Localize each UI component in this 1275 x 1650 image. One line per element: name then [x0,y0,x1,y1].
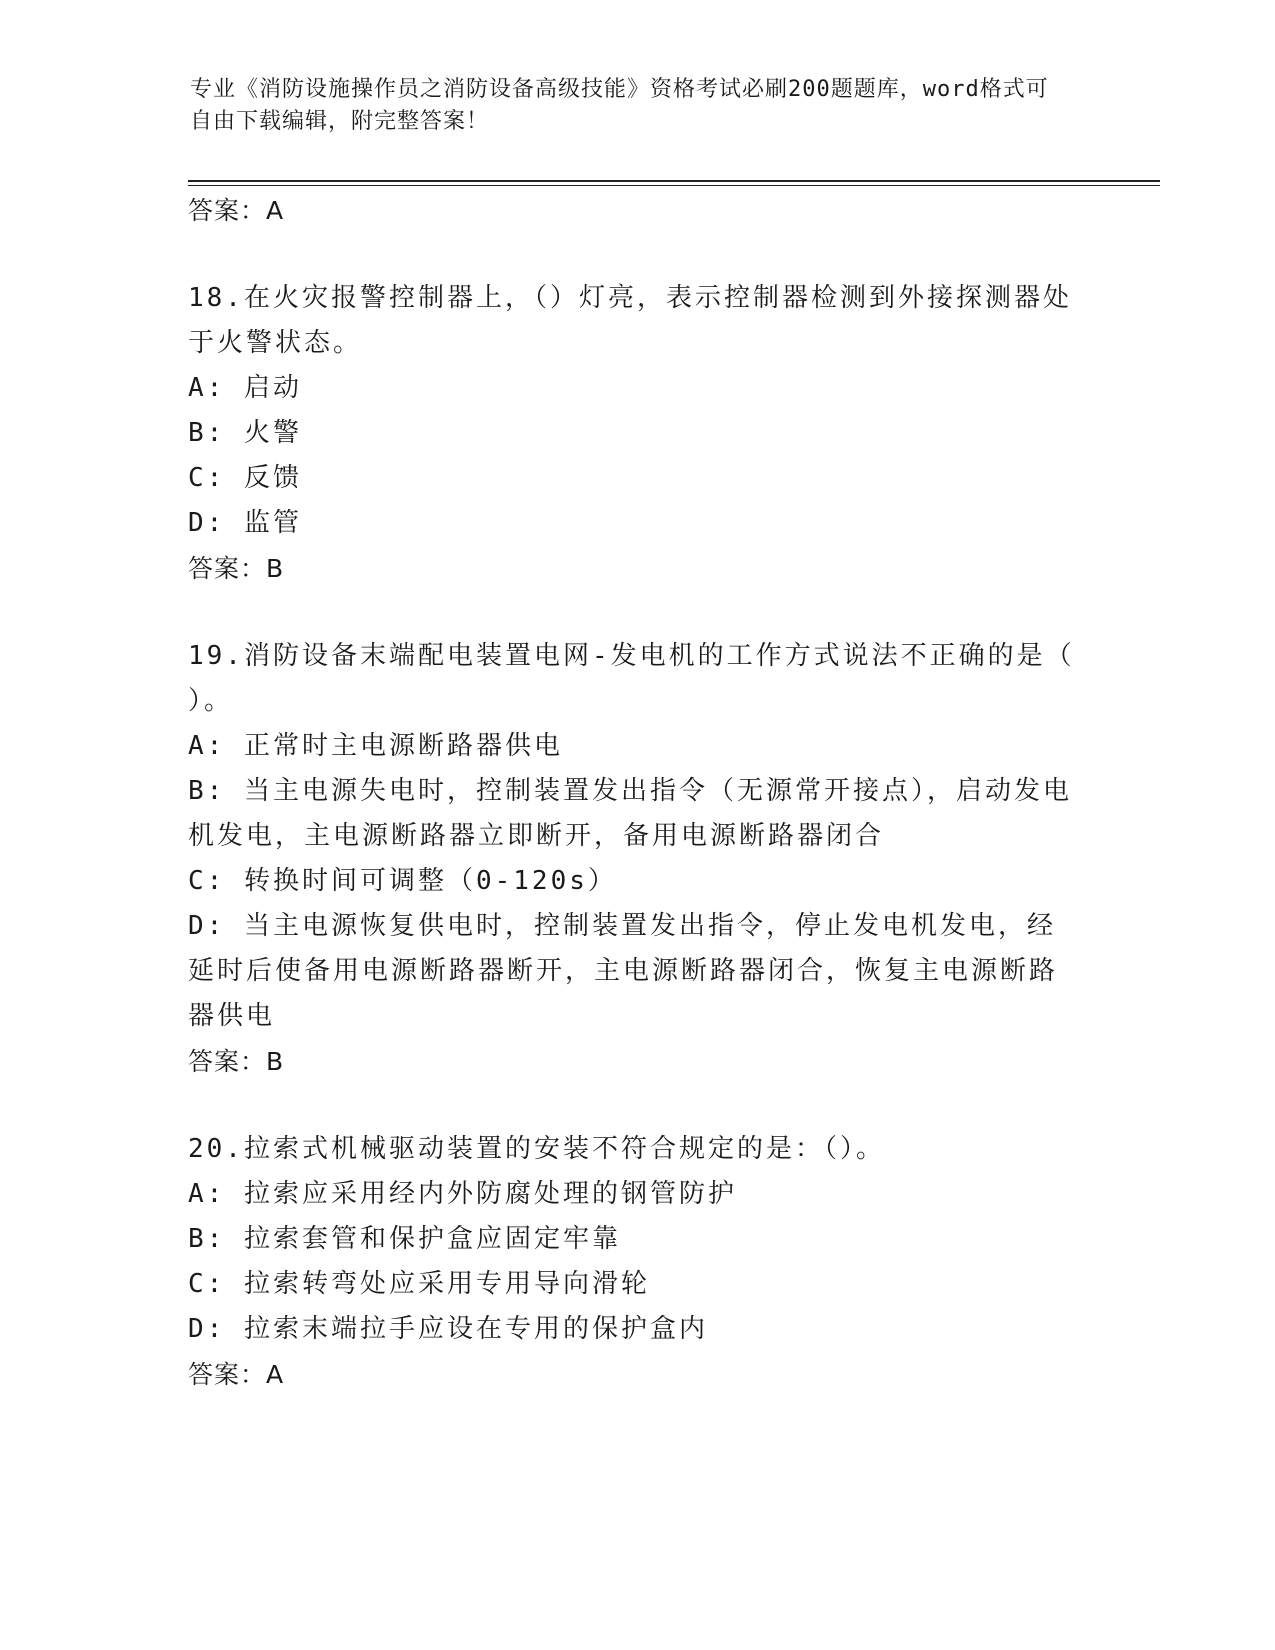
question-stem: 18.在火灾报警控制器上，（）灯亮，表示控制器检测到外接探测器处于火警状态。 [188,283,1072,358]
option-c: C: 转换时间可调整（0-120s） [188,866,617,896]
document-header: 专业《消防设施操作员之消防设备高级技能》资格考试必刷200题题库，word格式可自由下载编辑，附完整答案！ [190,77,1049,134]
answer-label: 答案：A [188,1360,285,1389]
document-body [188,188,1088,1398]
question-stem: 19.消防设备末端配电装置电网-发电机的工作方式说法不正确的是（ ）。 [188,641,1075,716]
option-a: A: 正常时主电源断路器供电 [188,731,563,761]
answer-label: 答案：B [188,554,285,583]
option-d: D: 监管 [188,508,302,538]
option-d: D: 当主电源恢复供电时，控制装置发出指令，停止发电机发电，经延时后使备用电源断路器断开，主电源断路器闭合，恢复主电源断路器供电 [188,911,1059,1031]
question-block-18 [188,276,1088,592]
question-stem: 20.拉索式机械驱动装置的安装不符合规定的是：（）。 [188,1134,885,1164]
header-divider-thick [188,180,1160,182]
answer-label: 答案：A [188,196,285,225]
option-a: A: 启动 [188,373,302,403]
option-b: B: 当主电源失电时，控制装置发出指令（无源常开接点），启动发电机发电，主电源断路器立即断开，备用电源断路器闭合 [188,776,1072,851]
option-c: C: 拉索转弯处应采用专用导向滑轮 [188,1269,650,1299]
option-b: B: 拉索套管和保护盒应固定牢靠 [188,1224,621,1254]
option-c: C: 反馈 [188,463,302,493]
question-block-19 [188,634,1088,1085]
spacer [188,1085,1088,1127]
spacer [188,592,1088,634]
option-d: D: 拉索末端拉手应设在专用的保护盒内 [188,1314,708,1344]
header-divider-thin [188,185,1160,186]
option-b: B: 火警 [188,418,302,448]
answer-label: 答案：B [188,1047,285,1076]
option-a: A: 拉索应采用经内外防腐处理的钢管防护 [188,1179,737,1209]
question-block-20 [188,1127,1088,1398]
spacer [188,234,1088,276]
